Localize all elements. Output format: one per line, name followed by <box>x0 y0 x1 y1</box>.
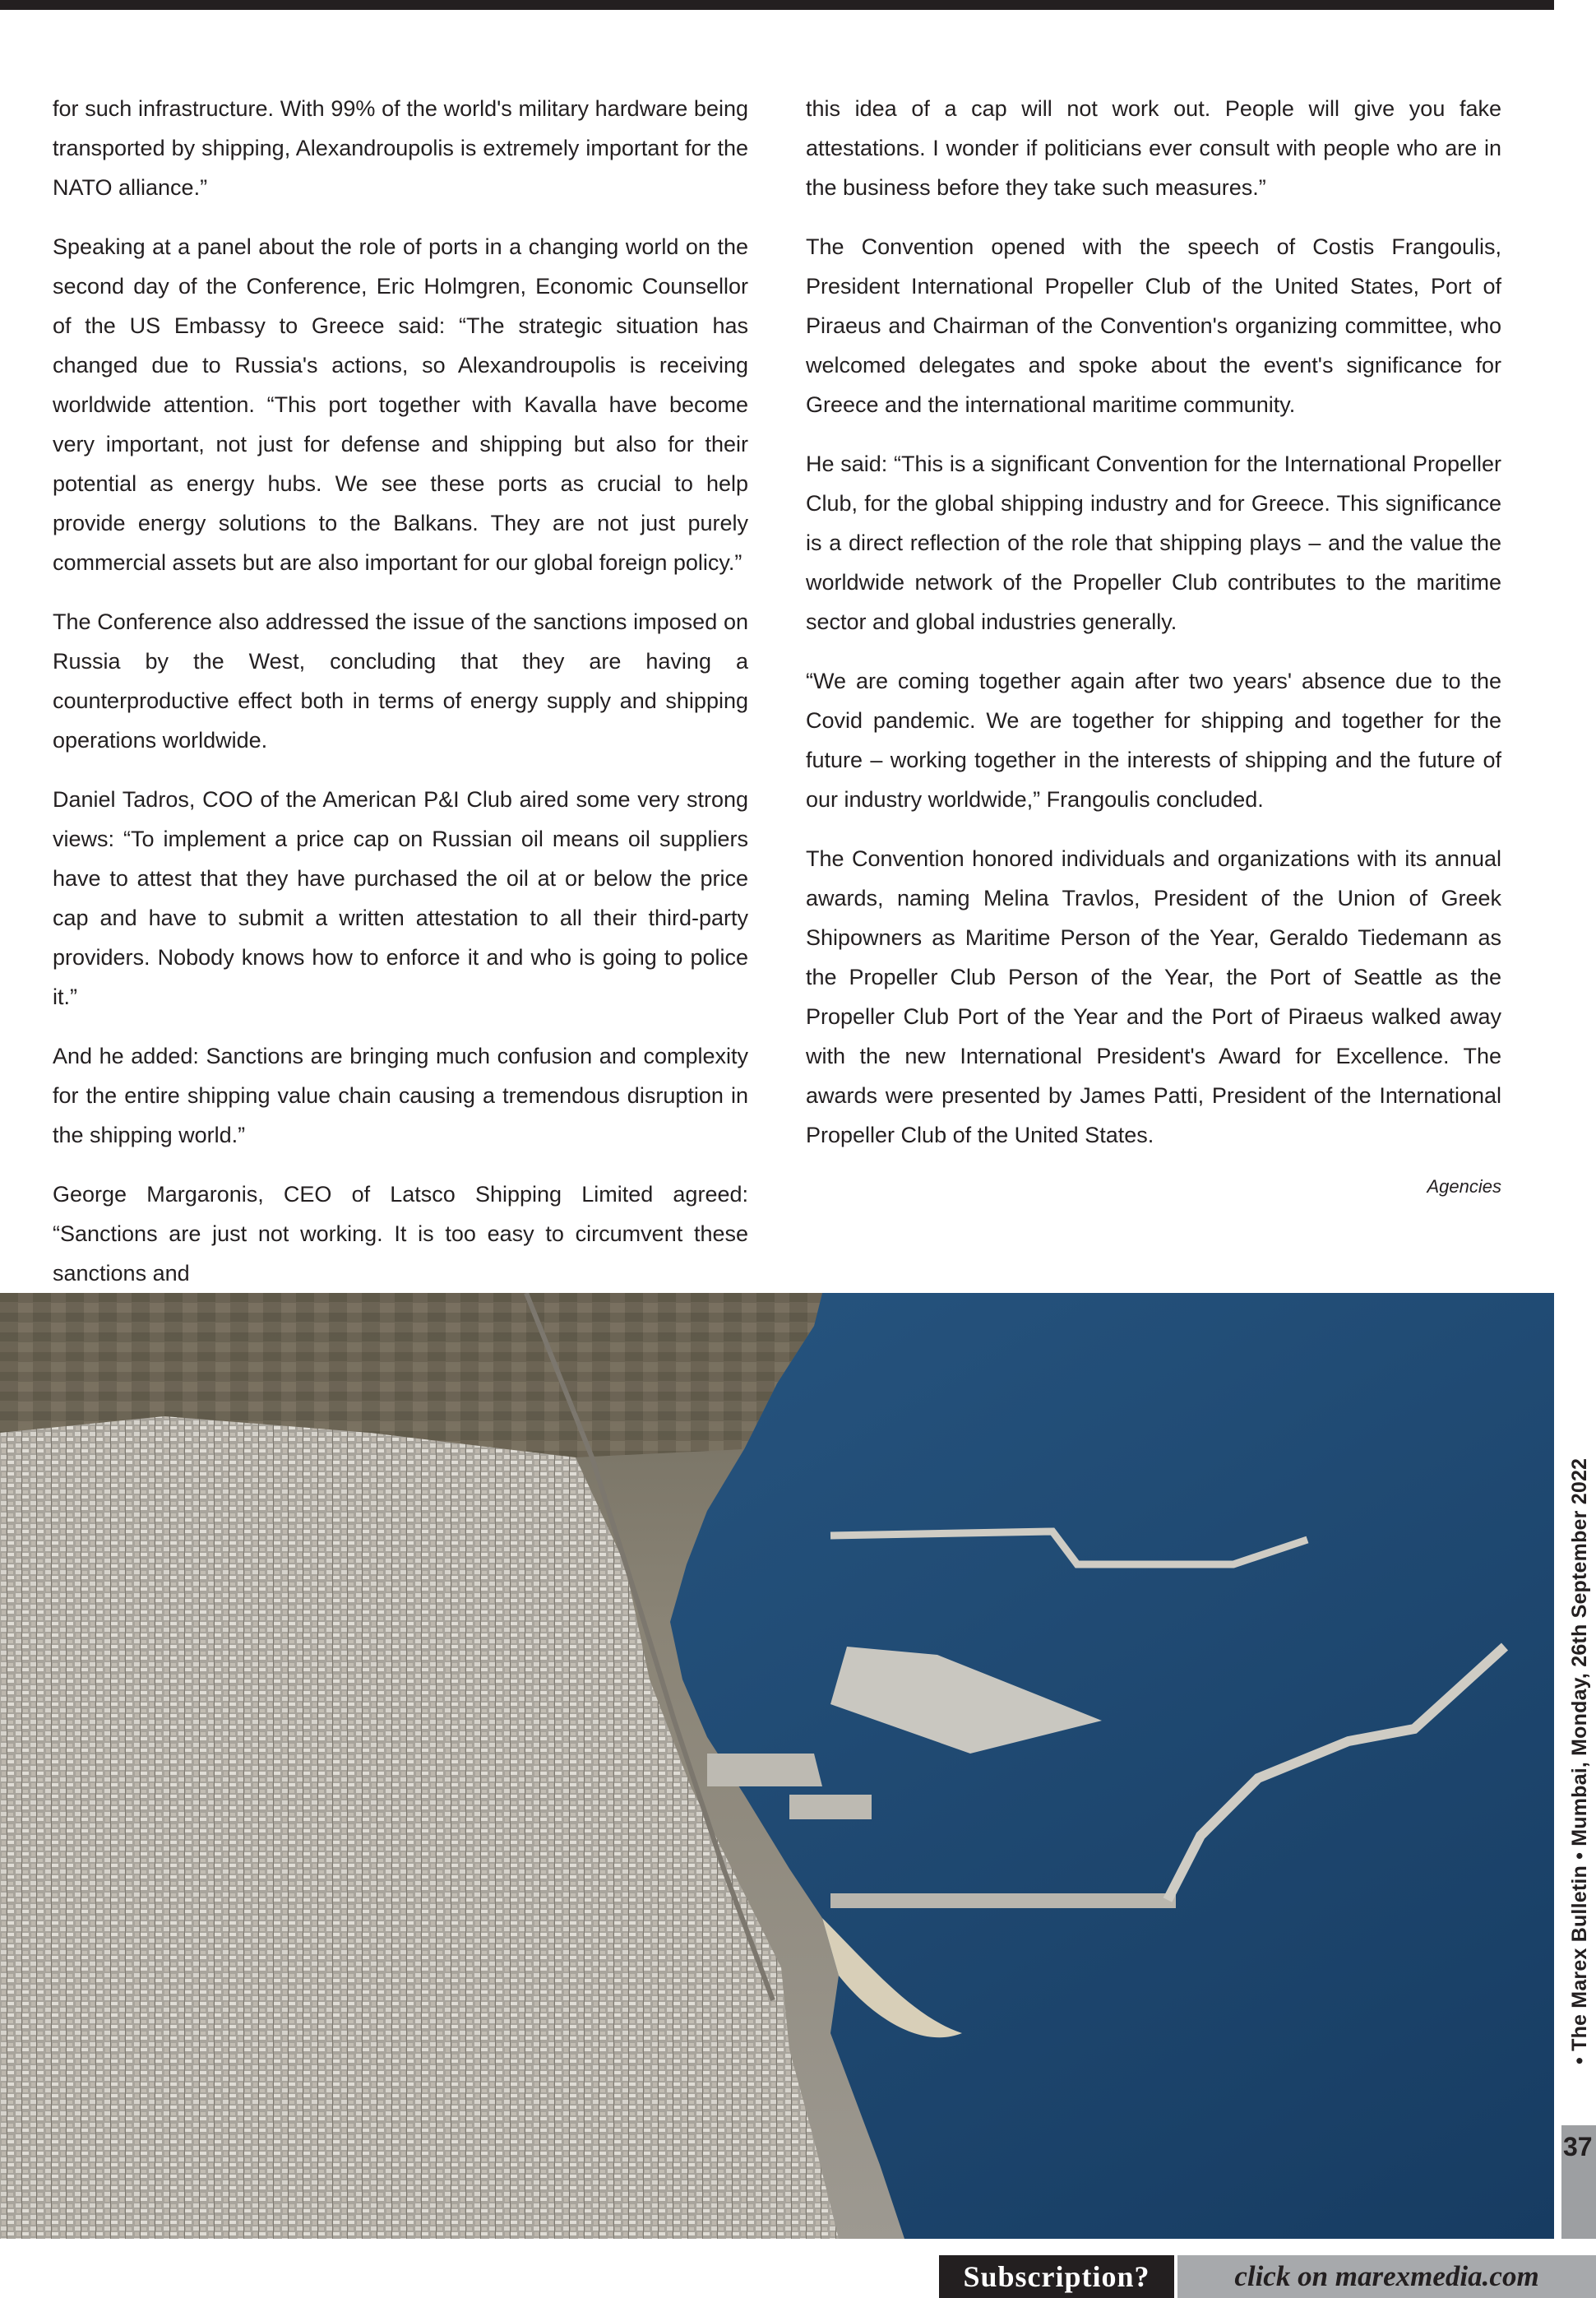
paragraph: Daniel Tadros, COO of the American P&I Club aired some very strong views: “To implement a price cap on Russian oil means oil suppliers have to attest that they have purchased the oil at or below the price cap and have to submit a written attestation to all their third-party providers. Nobody knows how to enforce it and who is going to police it.” <box>53 787 748 1009</box>
paragraph: this idea of a cap will not work out. People will give you fake attestations. I wonder if politicians ever consult with people who are in the business before they take such measures.” <box>806 96 1501 200</box>
subscription-button[interactable]: Subscription? <box>939 2255 1174 2298</box>
masthead-text: • The Marex Bulletin • Mumbai, Monday, 26th September 2022 <box>1568 1457 1591 2064</box>
marexmedia-link[interactable]: click on marexmedia.com <box>1177 2255 1596 2298</box>
paragraph: The Convention honored individuals and organizations with its annual awards, naming Melina Travlos, President of the Union of Greek Shipowners as Maritime Person of the Year, Geraldo Tiedemann as the Propeller Club Person of the Year, the Port of Seattle as the Propeller Club Port of the Year and the Port of Piraeus walked away with the new International President's Award for Excellence. The awards were presented by James Patti, President of the International Propeller Club of the United States. <box>806 846 1501 1147</box>
pier <box>789 1795 872 1819</box>
top-rule <box>0 0 1554 10</box>
paragraph: George Margaronis, CEO of Latsco Shipping Limited agreed: “Sanctions are just not working. It is too easy to circumvent these sanctions and <box>53 1182 748 1286</box>
page-number: 37 <box>1563 2132 1593 2161</box>
paragraph: And he added: Sanctions are bringing much confusion and complexity for the entire shipping value chain causing a tremendous disruption in the shipping world.” <box>53 1044 748 1147</box>
pier-arm <box>830 1893 1176 1908</box>
paragraph: The Convention opened with the speech of Costis Frangoulis, President International Propeller Club of the United States, Port of Piraeus and Chairman of the Convention's organizing committee, who welcomed delegates and spoke about the event's significance for Greece and the international maritime community. <box>806 234 1501 417</box>
aerial-port-photo <box>0 1293 1554 2239</box>
paragraph: “We are coming together again after two years' absence due to the Covid pandemic. We are together for shipping and together for the future – working together in the interests of shipping and the future of our industry worldwide,” Frangoulis concluded. <box>806 669 1501 812</box>
paragraph: for such infrastructure. With 99% of the world's military hardware being transported by shipping, Alexandroupolis is extremely important for the NATO alliance.” <box>53 96 748 200</box>
article-left-column <box>53 89 748 1313</box>
paragraph: Speaking at a panel about the role of ports in a changing world on the second day of the Conference, Eric Holmgren, Economic Counsellor of the US Embassy to Greece said: “The strategic situation has changed due to Russia's actions, so Alexandroupolis is receiving worldwide attention. “This port together with Kavalla have become very important, not just for defense and shipping but also for their potential as energy hubs. We see these ports as crucial to help provide energy solutions to the Balkans. They are not just purely commercial assets but are also important for our global foreign policy.” <box>53 234 748 575</box>
pier <box>707 1754 822 1786</box>
article-credit: Agencies <box>1427 1176 1501 1197</box>
paragraph: He said: “This is a significant Convention for the International Propeller Club, for the global shipping industry and for Greece. This significance is a direct reflection of the role that shipping plays – and the value the worldwide network of the Propeller Club contributes to the maritime sector and global industries generally. <box>806 452 1501 634</box>
article-right-column <box>806 89 1501 1219</box>
paragraph: The Conference also addressed the issue of the sanctions imposed on Russia by the West, concluding that they are having a counterproductive effect both in terms of energy supply and shipping operations worldwide. <box>53 609 748 753</box>
page-number-tab <box>1561 2125 1596 2239</box>
